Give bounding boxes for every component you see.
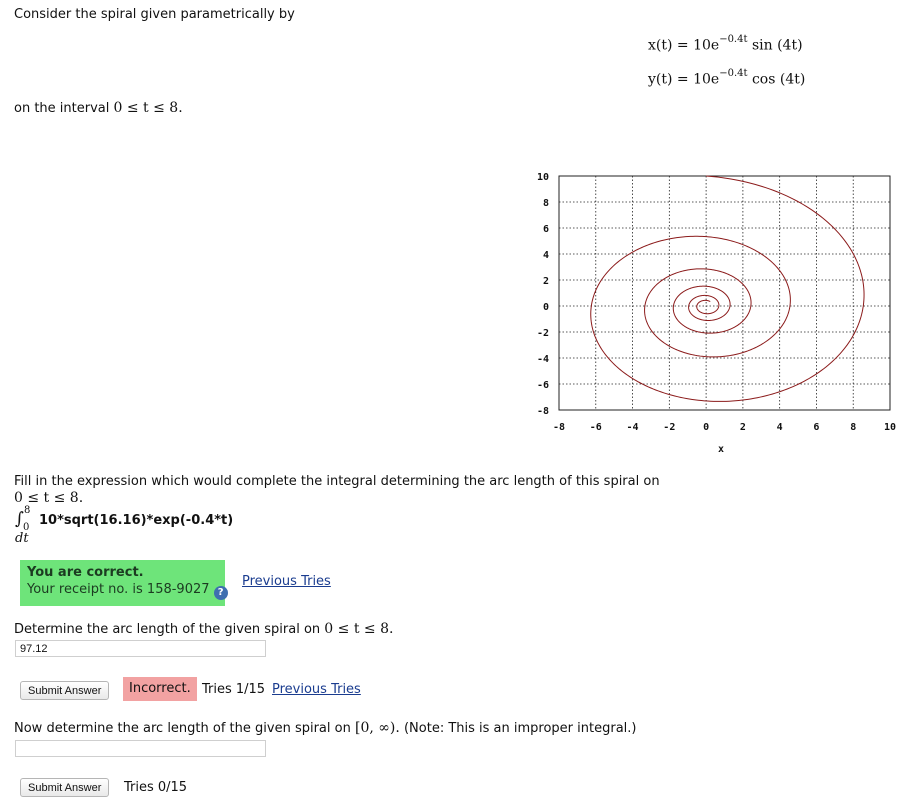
incorrect-feedback: Incorrect. (123, 677, 197, 701)
integral-expression (14, 505, 314, 545)
y-tick-label: 4 (542, 250, 549, 261)
x-tick-label: 10 (883, 422, 897, 433)
integral-upper-limit: 8 (24, 505, 31, 516)
interval-prefix: on the interval (14, 101, 110, 116)
submit-answer-button-3[interactable]: Submit Answer (20, 778, 109, 797)
previous-tries-link-1[interactable]: Previous Tries (242, 574, 331, 589)
improper-arc-length-input[interactable] (15, 740, 266, 757)
interval-math: 0 ≤ t ≤ 8. (113, 100, 183, 116)
x-tick-label: 6 (813, 422, 820, 433)
x-tick-label: 4 (776, 422, 783, 433)
y-tick-label: 6 (542, 224, 549, 235)
x-tick-label: 0 (703, 422, 710, 433)
submit-answer-button-2[interactable]: Submit Answer (20, 681, 109, 700)
help-icon[interactable]: ? (214, 586, 228, 600)
correct-title: You are correct. (27, 565, 144, 580)
x-equation-lhs: x(t) = 10e (648, 37, 720, 54)
y-equation-exponent: −0.4t (719, 68, 748, 79)
question2-text: Determine the arc length of the given spiral on (14, 622, 321, 637)
intro-text: Consider the spiral given parametrically by (14, 7, 295, 22)
question2-interval: 0 ≤ t ≤ 8. (324, 621, 394, 637)
y-tick-label: -6 (536, 380, 549, 391)
x-tick-label: 2 (739, 422, 746, 433)
x-equation-exponent: −0.4t (719, 34, 748, 45)
x-tick-label: 8 (850, 422, 857, 433)
y-equation-rhs: cos (4t) (751, 71, 806, 88)
spiral-chart (530, 165, 909, 460)
x-tick-labels (553, 422, 896, 433)
x-equation (648, 36, 803, 54)
tries-count-2: Tries 1/15 (202, 682, 266, 697)
question1-text: Fill in the expression which would complete the integral determining the arc length of this spiral on (14, 474, 660, 489)
question3-line (14, 720, 636, 736)
question1-interval: 0 ≤ t ≤ 8. (14, 490, 84, 506)
question3-text: Now determine the arc length of the given spiral on (14, 721, 351, 736)
interval-line (14, 100, 183, 116)
integral-dt: dt (15, 531, 29, 546)
receipt-text: Your receipt no. is 158-9027 (27, 582, 210, 597)
y-equation (648, 70, 805, 88)
correct-feedback-box (20, 560, 225, 606)
receipt-line (27, 582, 224, 600)
integral-answer: 10*sqrt(16.16)*exp(-0.4*t) (39, 513, 234, 528)
y-tick-label: 10 (536, 172, 549, 183)
x-tick-label: -6 (589, 422, 602, 433)
question2-line (14, 621, 393, 637)
tries-count-3: Tries 0/15 (124, 780, 188, 795)
integral-sign: ∫ (15, 509, 24, 529)
x-tick-label: -4 (626, 422, 639, 433)
x-tick-label: -8 (552, 422, 566, 433)
y-tick-label: -2 (536, 328, 549, 339)
arc-length-input[interactable] (15, 640, 266, 657)
x-axis-label: x (717, 444, 725, 455)
x-equation-rhs: sin (4t) (751, 37, 803, 54)
previous-tries-link-2[interactable]: Previous Tries (272, 682, 361, 697)
question3-note: (Note: This is an improper integral.) (403, 721, 637, 736)
question3-interval: [0, ∞). (354, 720, 400, 736)
y-tick-label: -8 (536, 406, 549, 417)
x-tick-label: -2 (663, 422, 676, 433)
y-tick-label: -4 (536, 354, 549, 365)
y-equation-lhs: y(t) = 10e (648, 71, 720, 88)
integral-lower-limit: 0 (23, 522, 30, 533)
y-tick-label: 0 (542, 302, 549, 313)
y-tick-label: 2 (542, 276, 549, 287)
y-tick-label: 8 (542, 198, 549, 209)
y-tick-labels (537, 172, 549, 417)
